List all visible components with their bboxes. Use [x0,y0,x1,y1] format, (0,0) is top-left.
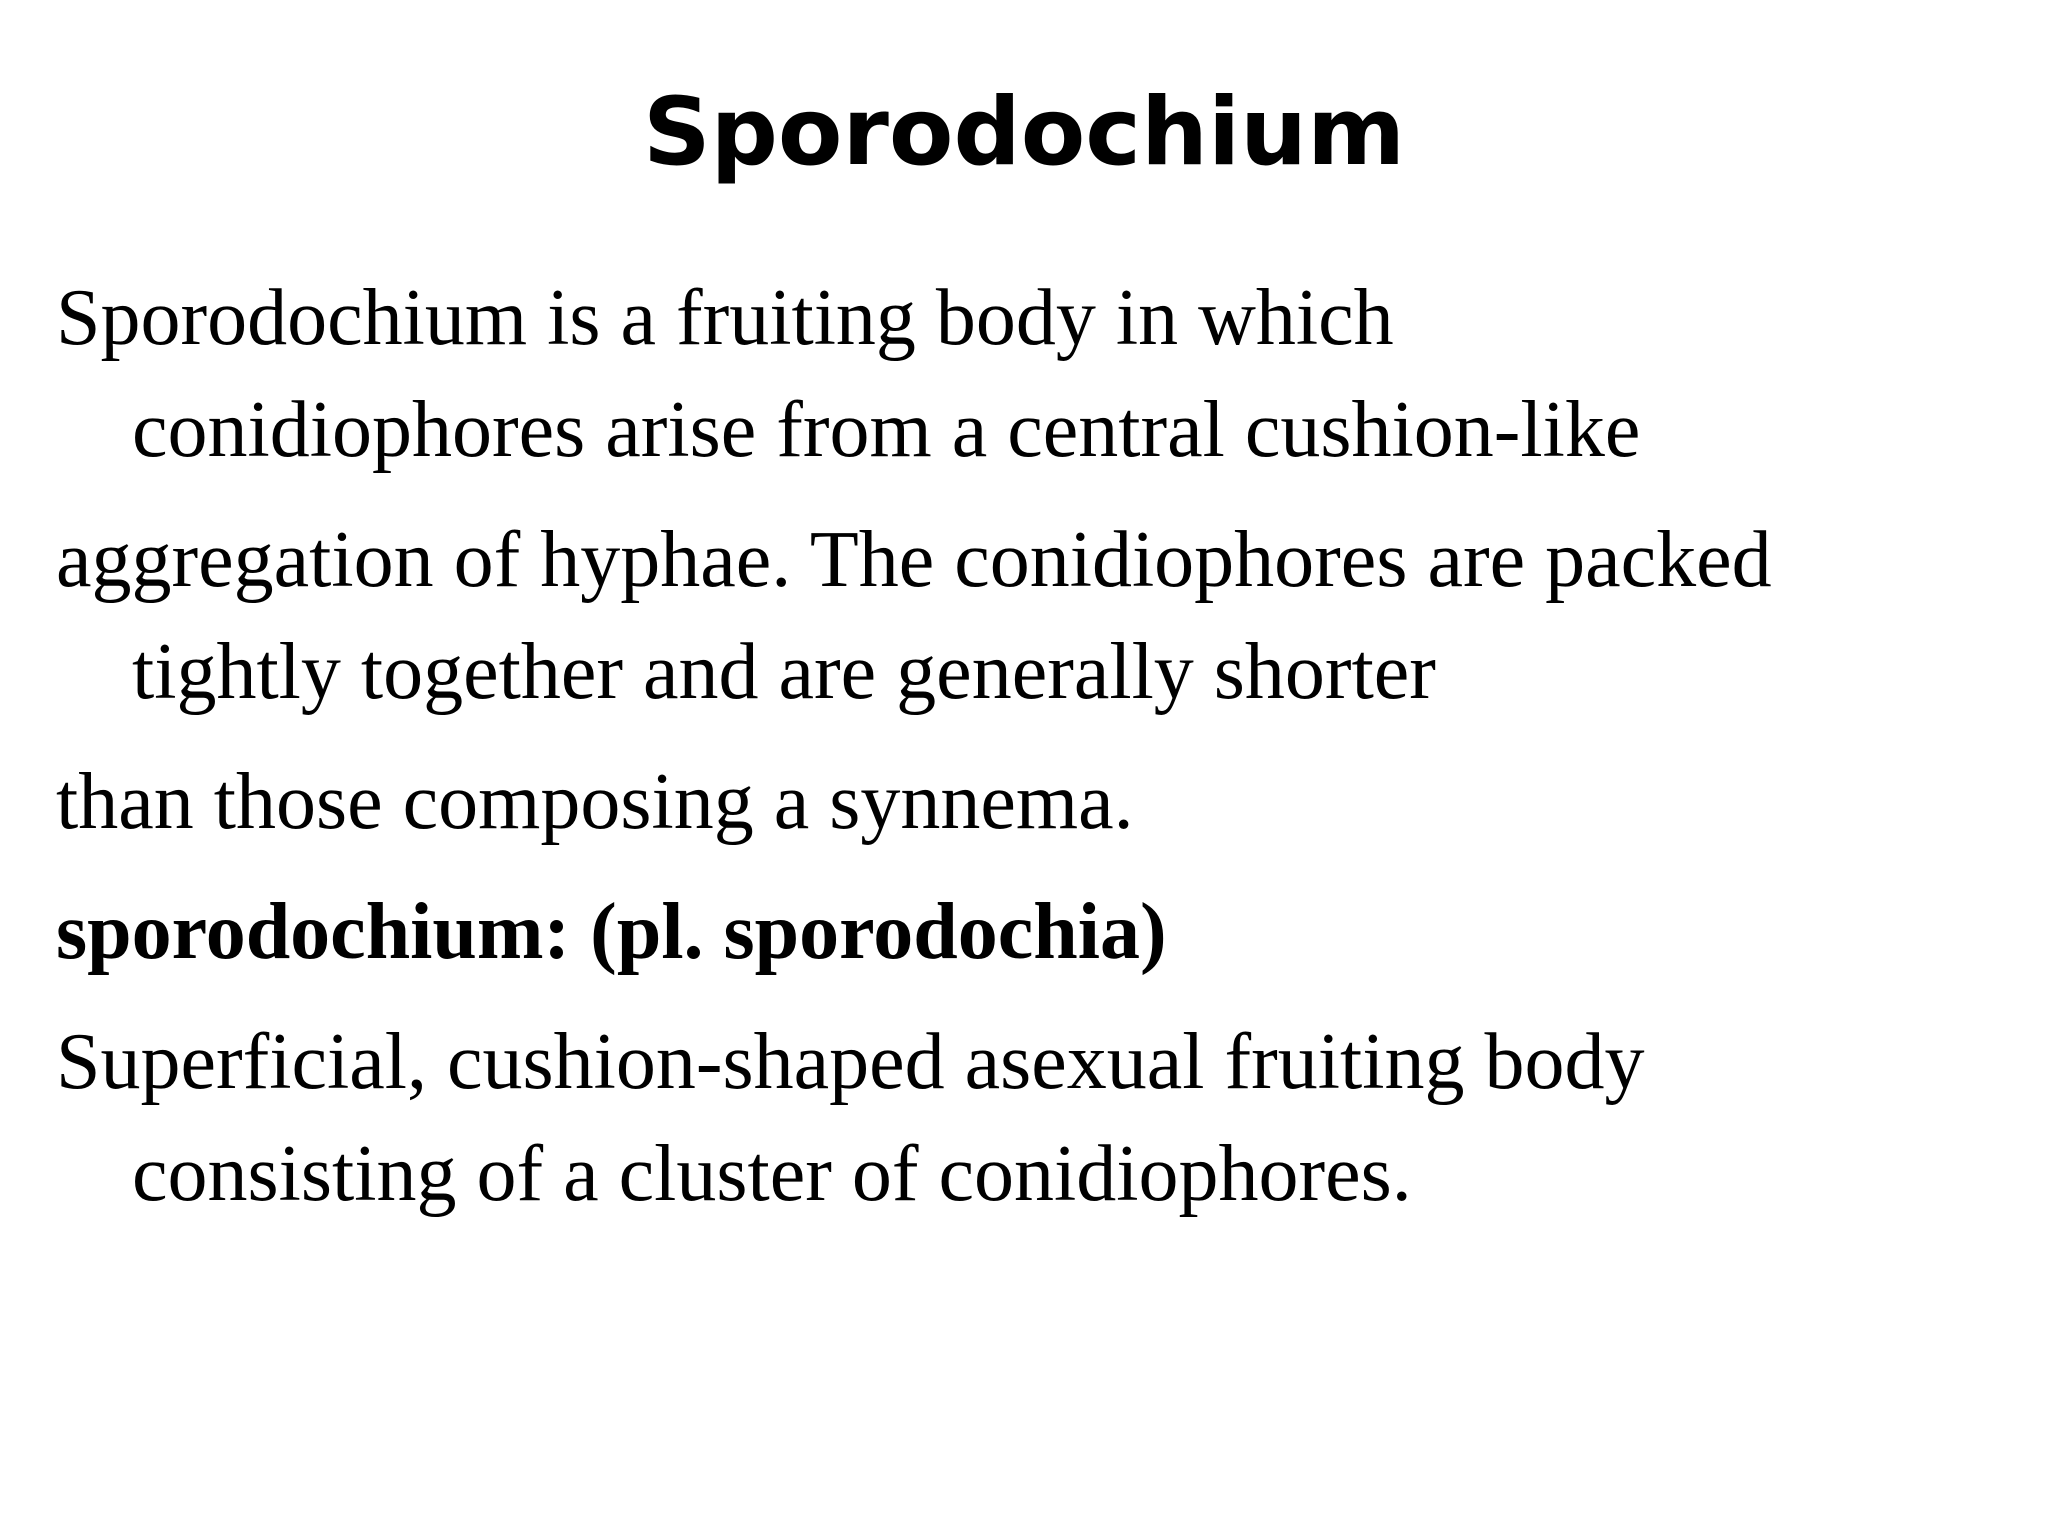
paragraph-line: sporodochium: (pl. sporodochia) [56,888,1167,976]
slide-body [56,262,2036,1230]
paragraph-line: consisting of a cluster of conidiophores. [132,1130,1412,1218]
paragraph-line: conidiophores arise from a central cushion-like [132,386,1641,474]
slide-title: Sporodochium [642,78,1406,187]
paragraph-superficial [56,1006,2036,1230]
paragraph-aggregation [56,504,2036,728]
paragraph-line: Sporodochium is a fruiting body in which [56,274,1394,362]
paragraph-definition [56,262,2036,486]
paragraph-line: than those composing a synnema. [56,758,1134,846]
paragraph-line: tightly together and are generally shorter [132,628,1436,716]
paragraph-line: Superficial, cushion-shaped asexual fruiting body [56,1018,1645,1106]
paragraph-synnema [56,746,2036,858]
term-heading [56,876,2036,988]
paragraph-line: aggregation of hyphae. The conidiophores are packed [56,516,1772,604]
